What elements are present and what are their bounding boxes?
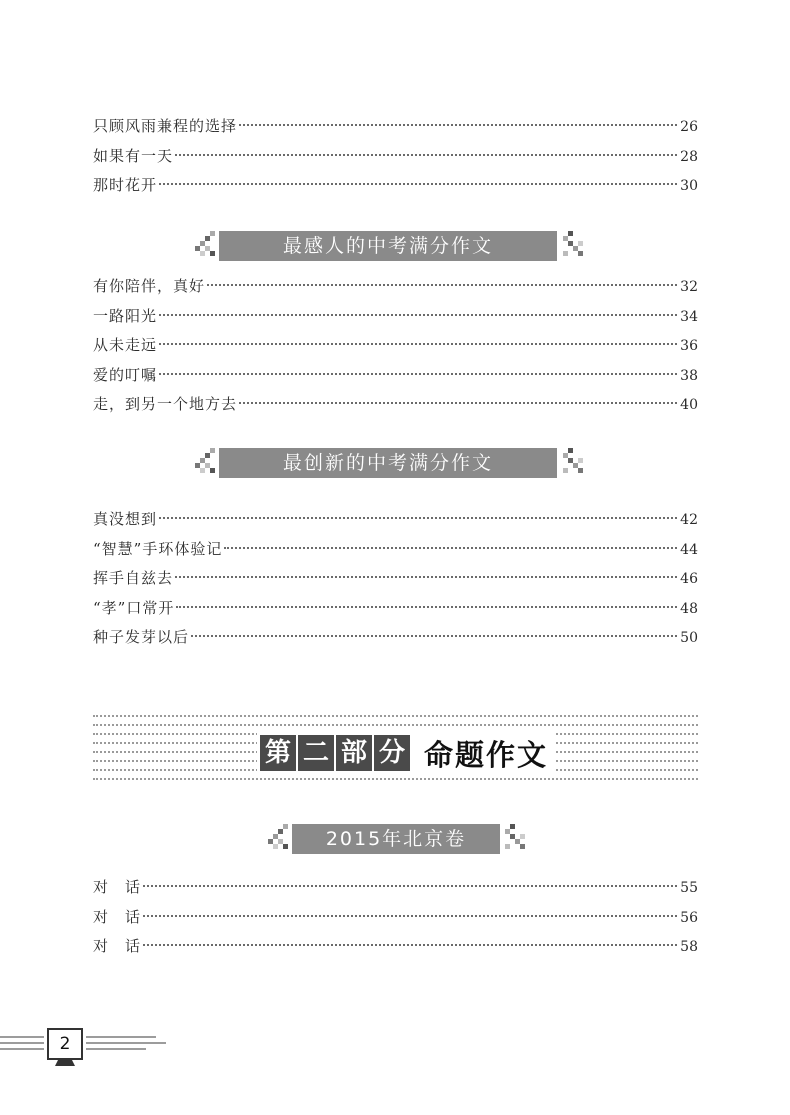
footer-rule [86, 1036, 156, 1038]
footer-rule [86, 1042, 166, 1044]
section-heading: 2015年北京卷 [292, 824, 500, 854]
entry-title: 对 话 [93, 907, 142, 926]
toc-entry[interactable] [93, 112, 698, 142]
toc-entry[interactable] [93, 564, 698, 594]
entry-page-number: 44 [680, 541, 698, 558]
entry-title: “智慧”手环体验记 [93, 539, 223, 558]
dot-leader [239, 123, 677, 126]
toc-entry[interactable] [93, 903, 698, 933]
part-label-char: 部 [336, 735, 372, 771]
footer-rule [0, 1036, 44, 1038]
pixel-decoration-icon [563, 231, 583, 261]
toc-entry[interactable] [93, 302, 698, 332]
pixel-decoration-icon [195, 448, 215, 478]
entry-title: 一路阳光 [93, 306, 158, 325]
entry-page-number: 58 [680, 939, 698, 955]
dot-leader [224, 546, 677, 549]
dot-leader [159, 182, 677, 185]
entry-page-number: 56 [680, 909, 698, 926]
section-heading-banner [268, 824, 528, 854]
entry-page-number: 48 [680, 600, 698, 617]
entry-page-number: 38 [680, 367, 698, 384]
toc-entry[interactable] [93, 390, 698, 420]
pixel-decoration-icon [563, 448, 583, 478]
entry-title: 种子发芽以后 [93, 628, 190, 646]
page-footer [0, 1020, 200, 1080]
dot-leader [143, 884, 677, 887]
section-heading: 最感人的中考满分作文 [219, 231, 557, 261]
toc-entry[interactable] [93, 505, 698, 535]
section-heading-banner [195, 231, 595, 261]
toc-entry[interactable] [93, 272, 698, 302]
entry-title: 从未走远 [93, 336, 158, 354]
pixel-decoration-icon [268, 824, 288, 854]
entry-title: 那时花开 [93, 176, 158, 194]
entry-page-number: 32 [680, 279, 698, 295]
entry-page-number: 30 [680, 178, 698, 194]
entry-page-number: 40 [680, 397, 698, 413]
dot-leader [159, 372, 677, 375]
pixel-decoration-icon [195, 231, 215, 261]
entry-page-number: 26 [680, 119, 698, 135]
toc-entry[interactable] [93, 623, 698, 653]
entry-title: 对 话 [93, 878, 142, 896]
toc-list-innovative [93, 505, 698, 653]
entry-page-number: 50 [680, 630, 698, 646]
part-label-char: 二 [298, 735, 334, 771]
toc-entry[interactable] [93, 361, 698, 391]
section-heading-banner [195, 448, 595, 478]
toc-entry[interactable] [93, 535, 698, 565]
dot-leader [175, 575, 677, 578]
entry-title: “孝”口常开 [93, 598, 175, 617]
toc-list-moving [93, 272, 698, 420]
dot-leader [159, 342, 677, 345]
part-label-char: 第 [260, 735, 296, 771]
toc-list-beijing [93, 873, 698, 962]
page-number-monitor-icon: 2 [47, 1028, 83, 1060]
footer-rule [86, 1048, 146, 1050]
toc-entry[interactable] [93, 873, 698, 903]
toc-entry[interactable] [93, 142, 698, 172]
dot-leader [239, 401, 677, 404]
entry-title: 挥手自兹去 [93, 569, 174, 587]
part-title [257, 733, 556, 773]
dot-leader [143, 943, 677, 946]
entry-title: 真没想到 [93, 510, 158, 528]
entry-page-number: 36 [680, 338, 698, 354]
section-heading: 最创新的中考满分作文 [219, 448, 557, 478]
dot-leader [191, 634, 677, 637]
toc-entry[interactable] [93, 331, 698, 361]
dot-leader [207, 283, 677, 286]
part-label-char: 分 [374, 735, 410, 771]
dot-leader [175, 153, 677, 156]
dot-leader [159, 516, 677, 519]
footer-rule [0, 1048, 44, 1050]
entry-title: 只顾风雨兼程的选择 [93, 117, 238, 135]
dotted-line [93, 777, 698, 780]
entry-title: 爱的叮嘱 [93, 365, 158, 384]
toc-entry[interactable] [93, 932, 698, 962]
toc-entry[interactable] [93, 171, 698, 201]
part-title-text: 命题作文 [424, 737, 549, 772]
dotted-line [93, 714, 698, 717]
toc-entry[interactable] [93, 594, 698, 624]
entry-page-number: 55 [680, 880, 698, 896]
footer-rule [0, 1042, 44, 1044]
entry-title: 走，到另一个地方去 [93, 395, 238, 413]
entry-page-number: 28 [680, 148, 698, 165]
entry-title: 有你陪伴，真好 [93, 277, 206, 295]
entry-page-number: 42 [680, 512, 698, 528]
dot-leader [143, 914, 677, 917]
monitor-stand-icon [55, 1060, 75, 1066]
entry-page-number: 46 [680, 571, 698, 587]
toc-list-top [93, 112, 698, 201]
pixel-decoration-icon [505, 824, 525, 854]
dot-leader [176, 605, 677, 608]
entry-page-number: 34 [680, 308, 698, 325]
dotted-line [93, 723, 698, 726]
entry-title: 对 话 [93, 937, 142, 955]
dot-leader [159, 313, 677, 316]
entry-title: 如果有一天 [93, 146, 174, 165]
